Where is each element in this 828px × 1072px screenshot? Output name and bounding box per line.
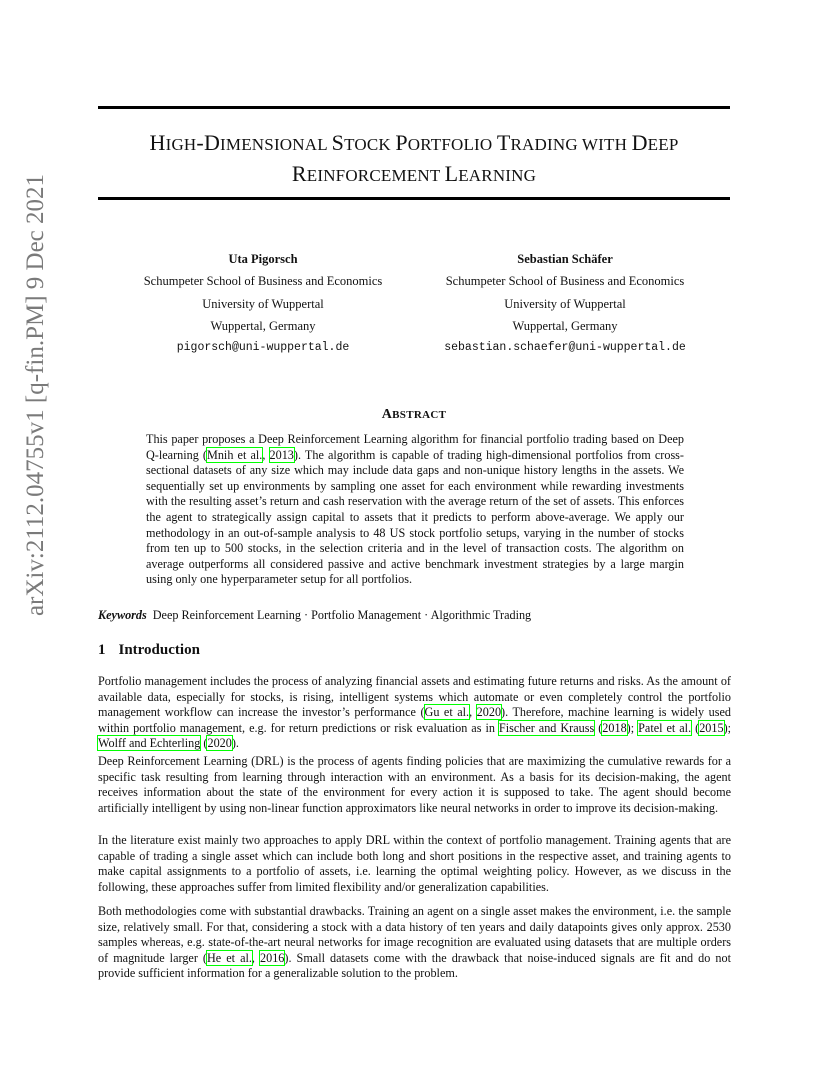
author-block-1 xyxy=(103,248,423,359)
title-line-1 xyxy=(98,128,730,159)
paragraph-text: ); xyxy=(723,720,732,735)
section-heading xyxy=(98,642,200,659)
abstract-text xyxy=(146,432,684,588)
paragraph-text: Deep Reinforcement Learning (DRL) is the process of agents finding policies that are maximizing the cumulative rewards for a specific task resulting from learning through interaction with an environment. As a basis for its decision-making, the agent receives information about the state of the environment for every action it is supposed to take. The agent should become artificially intelligent by using non-linear function approximators like neural networks in order to improve its decision-making. xyxy=(98,754,731,815)
title-initial: D xyxy=(203,130,221,155)
author-email: sebastian.schaefer@uni-wuppertal.de xyxy=(444,341,686,355)
keywords-label: Keywords xyxy=(98,608,147,622)
paragraph-text: ). Small datasets come with the drawback that noise-induced signals are fit and do not provide sufficient information for a generalizable solution to the problem. xyxy=(98,950,731,981)
citation-link[interactable]: Fischer and Krauss xyxy=(498,720,595,735)
citation-link[interactable]: He et al. xyxy=(206,950,252,965)
abstract-heading-initial: A xyxy=(381,407,393,422)
author-location: Wuppertal, Germany xyxy=(512,318,618,333)
title-line-2 xyxy=(98,159,730,190)
title-smallcaps: EARNING xyxy=(458,166,537,185)
title-smallcaps: TOCK xyxy=(344,135,396,154)
paragraph-text: ( xyxy=(594,720,603,735)
body-paragraph xyxy=(98,674,731,752)
paragraph-text: ( xyxy=(200,736,208,751)
paragraph-text: , xyxy=(469,705,477,720)
author-location: Wuppertal, Germany xyxy=(210,318,316,333)
paragraph-text: In the literature exist mainly two approaches to apply DRL within the context of portfolio management. Training agents that are capable of trading a single asset which can include both long and short positions in the respective asset, and training agents to make capital assignments to a portfolio of assets, i.e. learning the optimal weighting policy. However, as we discuss in the following, these approaches suffer from limited flexibility and/or generalization capabilities. xyxy=(98,833,731,894)
section-number: 1 xyxy=(98,642,106,658)
paragraph-text: ( xyxy=(691,720,700,735)
bottom-rule xyxy=(98,197,730,200)
section-title: Introduction xyxy=(118,642,200,658)
author-name: Uta Pigorsch xyxy=(228,252,298,266)
citation-link[interactable]: 2016 xyxy=(260,950,285,965)
title-initial: T xyxy=(496,130,511,155)
citation-link[interactable]: Gu et al. xyxy=(424,705,470,720)
citation-link[interactable]: 2020 xyxy=(207,736,232,751)
title-initial: L xyxy=(444,161,459,186)
title-smallcaps: RADING WITH xyxy=(510,135,632,154)
body-paragraph xyxy=(98,833,731,895)
keywords xyxy=(98,607,730,623)
author-university: University of Wuppertal xyxy=(504,296,626,311)
author-affiliation: Schumpeter School of Business and Economics xyxy=(143,274,383,289)
paragraph-text: ); xyxy=(626,720,639,735)
abstract-text-part: This paper proposes a Deep Reinforcement Learning algorithm for financial portfolio trading based on Deep Q-learning ( xyxy=(146,432,684,462)
title-initial: D xyxy=(631,130,648,155)
paragraph-text: ). xyxy=(231,736,239,751)
author-university: University of Wuppertal xyxy=(202,296,324,311)
abstract-heading-rest: BSTRACT xyxy=(392,409,447,421)
paragraph-text: Portfolio management includes the process of analyzing financial assets and estimating future returns and risks. As the amount of available data, especially for stocks, is rising, intelligent systems which automate or even completely control the portfolio management workflow can increase the investor’s performance ( xyxy=(98,674,731,720)
abstract-heading xyxy=(98,407,730,423)
arxiv-sidebar-stamp: arXiv:2112.04755v1 [q-fin.PM] 9 Dec 2021 xyxy=(22,173,49,617)
author-affiliation: Schumpeter School of Business and Economics xyxy=(445,274,685,289)
title-smallcaps: IMENSIONAL xyxy=(220,135,332,154)
citation-link[interactable]: Wolff and Echterling xyxy=(98,736,201,751)
top-rule xyxy=(98,106,730,109)
citation-link[interactable]: 2013 xyxy=(269,447,294,462)
citation-link[interactable]: Patel et al. xyxy=(638,720,692,735)
title-initial: P xyxy=(395,130,408,155)
body-paragraph xyxy=(98,754,731,816)
title-smallcaps: ORTFOLIO xyxy=(407,135,497,154)
title-segment: - xyxy=(196,130,204,155)
title-initial: H xyxy=(149,130,166,155)
author-name: Sebastian Schäfer xyxy=(517,252,613,266)
author-email: pigorsch@uni-wuppertal.de xyxy=(176,341,350,355)
abstract-text-part: ). The algorithm is capable of trading high-dimensional portfolios from cross-sectional datasets of any size which may include data gaps and non-unique history lengths in the assets. We sequentially set up environments by sampling one asset for each environment while rewarding investments with the resulting asset’s return and cash reservation with the average return of the set of assets. This enforces the agent to strategically assign capital to assets that it predicts to perform above-average. We apply our methodology in an out-of-sample analysis to 48 US stock portfolio setups, varying in the number of stocks from ten up to 500 stocks, in the selection criteria and in the level of transaction costs. The algorithm on average outperforms all considered passive and active benchmark investment strategies by a large margin using only one hyperparameter setup for all portfolios. xyxy=(146,447,684,587)
citation-link[interactable]: Mnih et al. xyxy=(207,447,263,462)
title-smallcaps: IGH xyxy=(165,135,197,154)
paragraph-text: Both methodologies come with substantial drawbacks. Training an agent on a single asset makes the environment, i.e. the sample size, relatively small. For that, considering a stock with a data history of ten years and daily datapoints gives only approx. 2530 samples whereas, e.g. state-of-the-art neural networks for image recognition are evaluated using datasets that are multiple orders of magnitude larger ( xyxy=(98,904,731,965)
citation-link[interactable]: 2015 xyxy=(699,720,724,735)
citation-link[interactable]: 2020 xyxy=(476,705,502,720)
paper-title xyxy=(98,128,730,190)
author-block-2 xyxy=(405,248,725,359)
title-smallcaps: EEP xyxy=(647,135,679,154)
paragraph-text: ). Therefore, machine learning is widely used within portfolio management, e.g. for return predictions or risk evaluation as in xyxy=(98,705,731,735)
abstract-text-part: , xyxy=(262,447,270,462)
title-initial: S xyxy=(331,130,345,155)
citation-link[interactable]: 2018 xyxy=(602,720,627,735)
body-paragraph xyxy=(98,904,731,982)
title-smallcaps: EINFORCEMENT xyxy=(306,166,445,185)
title-initial: R xyxy=(291,161,307,186)
keywords-text: Deep Reinforcement Learning · Portfolio Management · Algorithmic Trading xyxy=(152,608,532,622)
paragraph-text: , xyxy=(251,950,261,965)
